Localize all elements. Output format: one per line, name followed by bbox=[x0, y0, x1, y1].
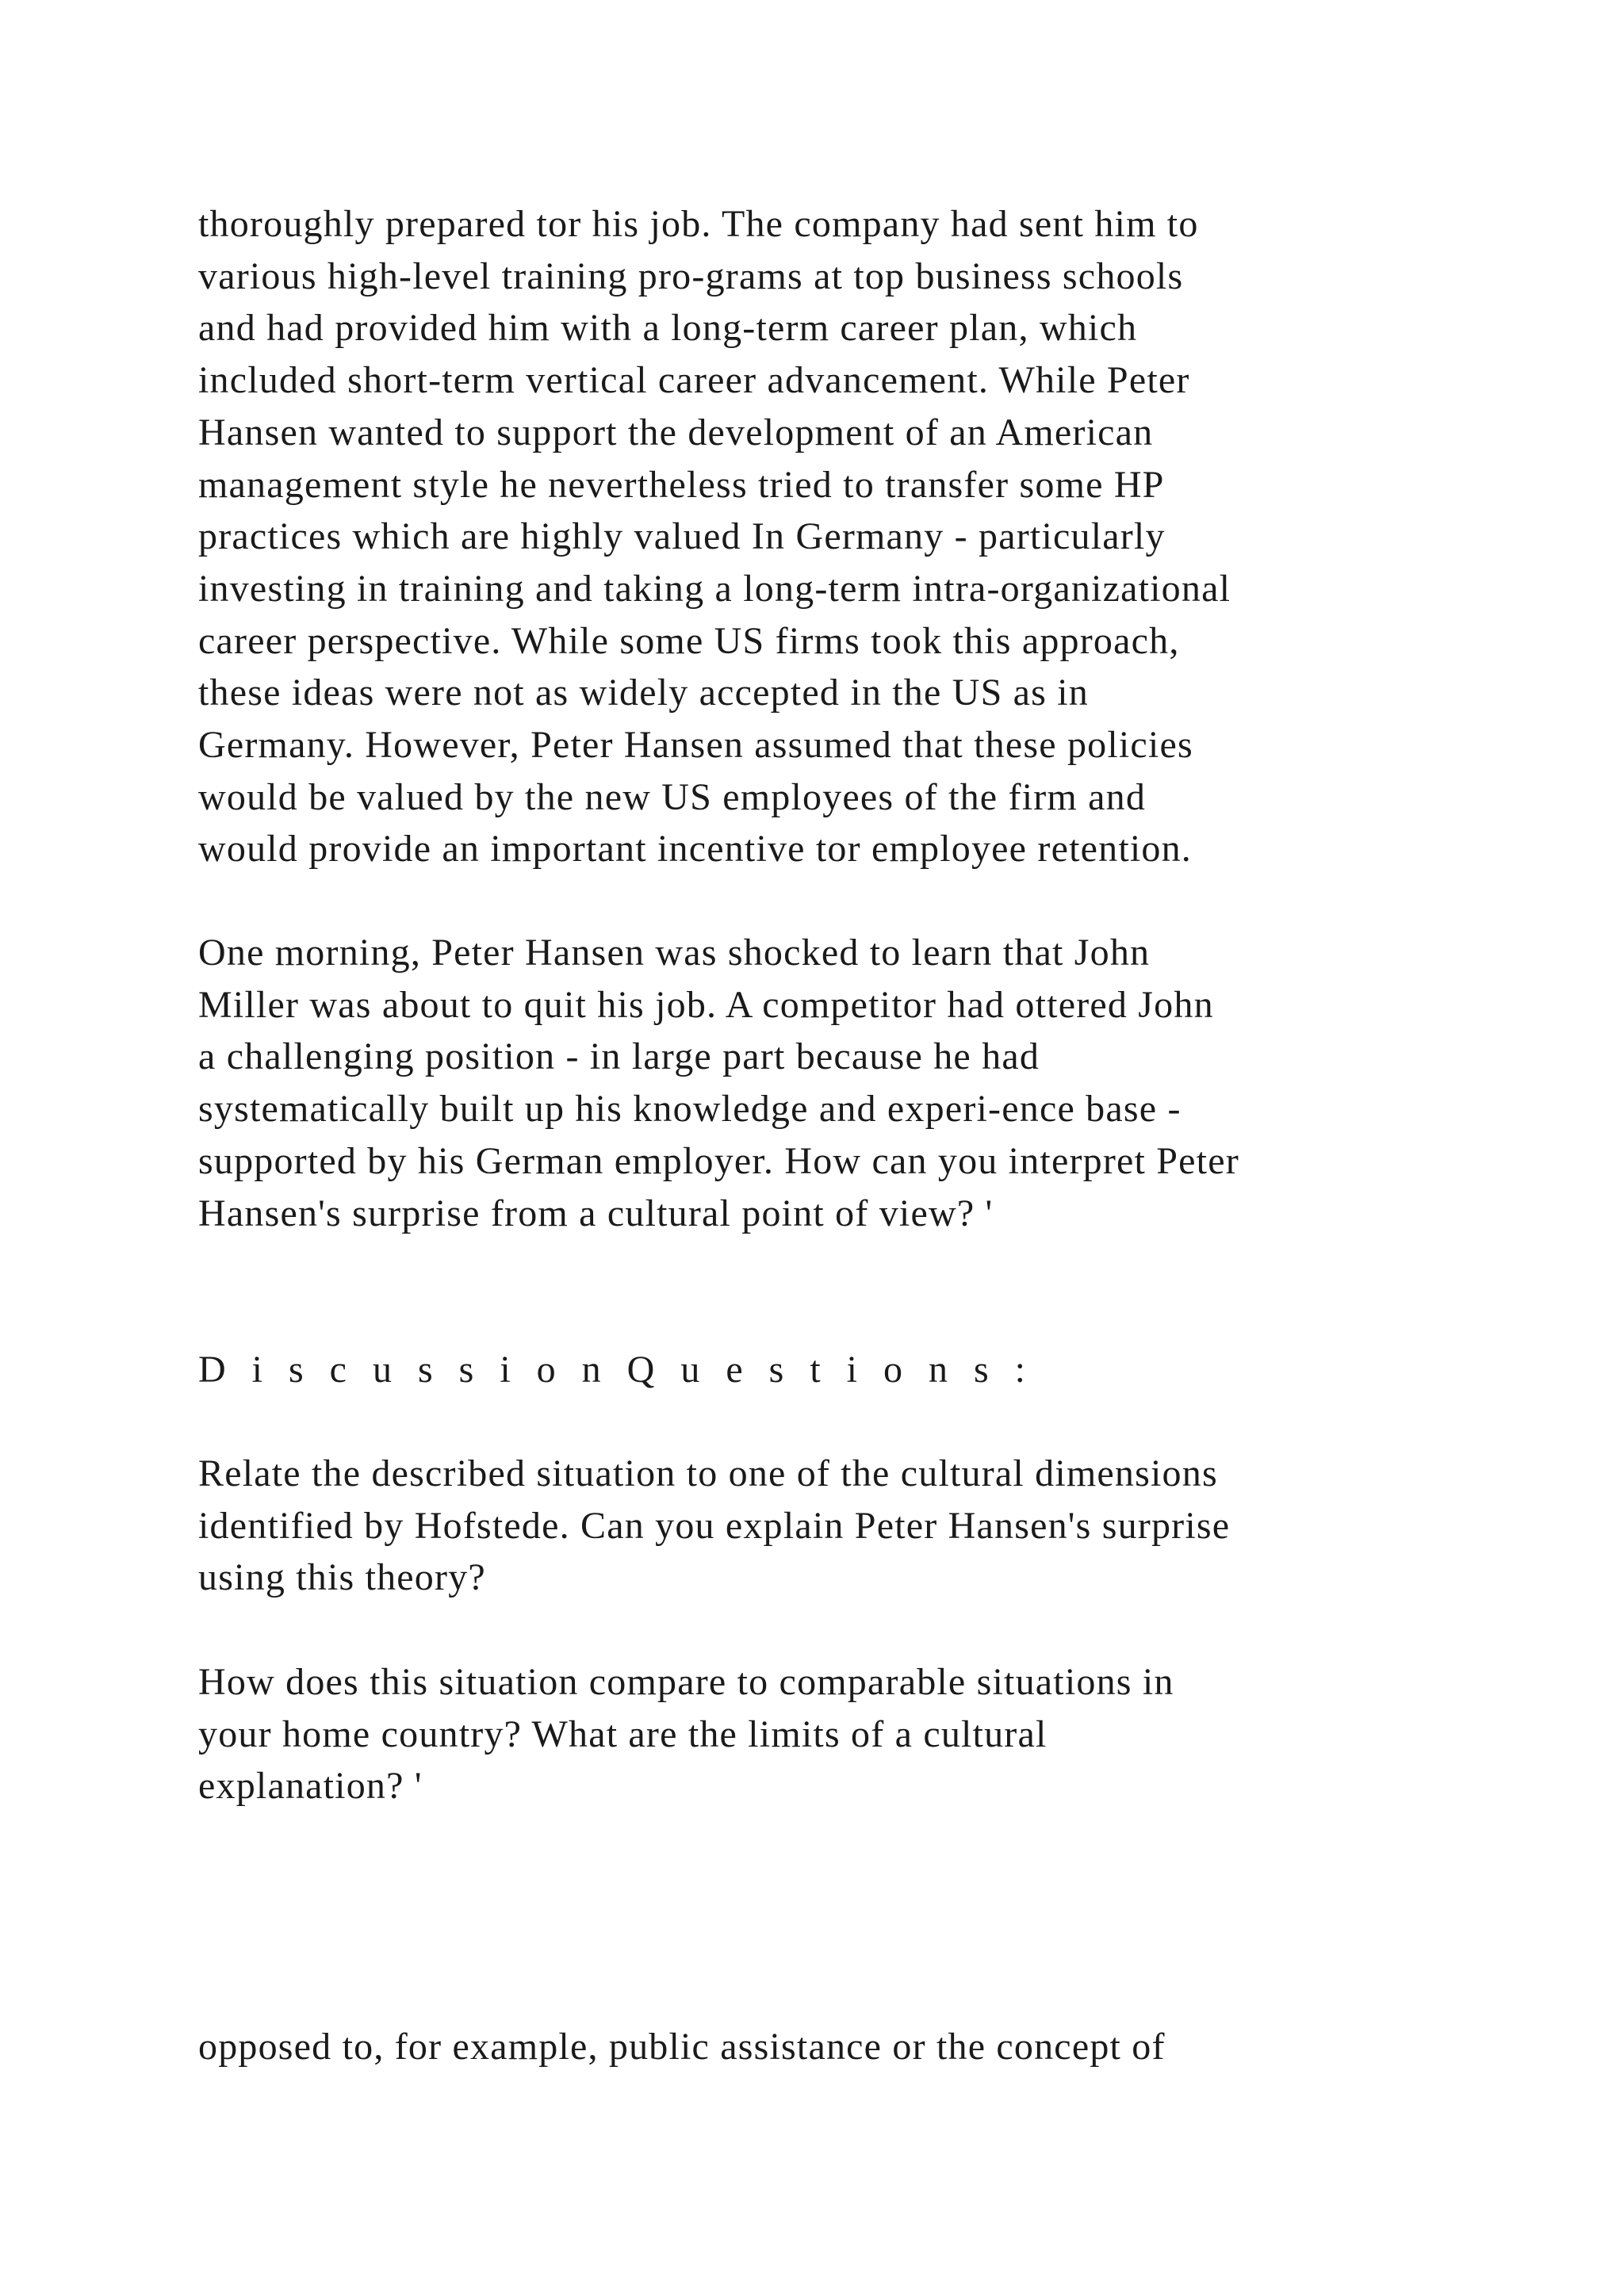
trailing-text-line: opposed to, for example, public assistance or the concept of bbox=[198, 2026, 1166, 2068]
case-paragraph-2: One morning, Peter Hansen was shocked to learn that John Miller was about to quit his job. A competitor had ottered John a challenging position - in large part because he had systematically built up his knowledge and experi-ence base - supported by his German employer. How can you interpret Peter Hansen's surprise from a cultural point of view? ' bbox=[198, 932, 1239, 1234]
discussion-questions-heading: D i s c u s s i o n Q u e s t i o n s : bbox=[198, 1349, 1034, 1391]
discussion-question-1: Relate the described situation to one of the cultural dimensions identified by Hofstede. Can you explain Peter Hansen's surprise using this theory? bbox=[198, 1452, 1231, 1599]
case-paragraph-1: thoroughly prepared tor his job. The company had sent him to various high-level training pro-grams at top business schools and had provided him with a long-term career plan, which included short-term vertical career advancement. While Peter Hansen wanted to support the development of an American management style he nevertheless tried to transfer some HP practices which are highly valued In Germany - particularly investing in training and taking a long-term intra-organizational career perspective. While some US firms took this approach, these ideas were not as widely accepted in the US as in Germany. However, Peter Hansen assumed that these policies would be valued by the new US employees of the firm and would provide an important incentive tor employee retention. bbox=[198, 203, 1231, 871]
discussion-question-2: How does this situation compare to comparable situations in your home country? What are the limits of a cultural explanation? ' bbox=[198, 1661, 1174, 1808]
